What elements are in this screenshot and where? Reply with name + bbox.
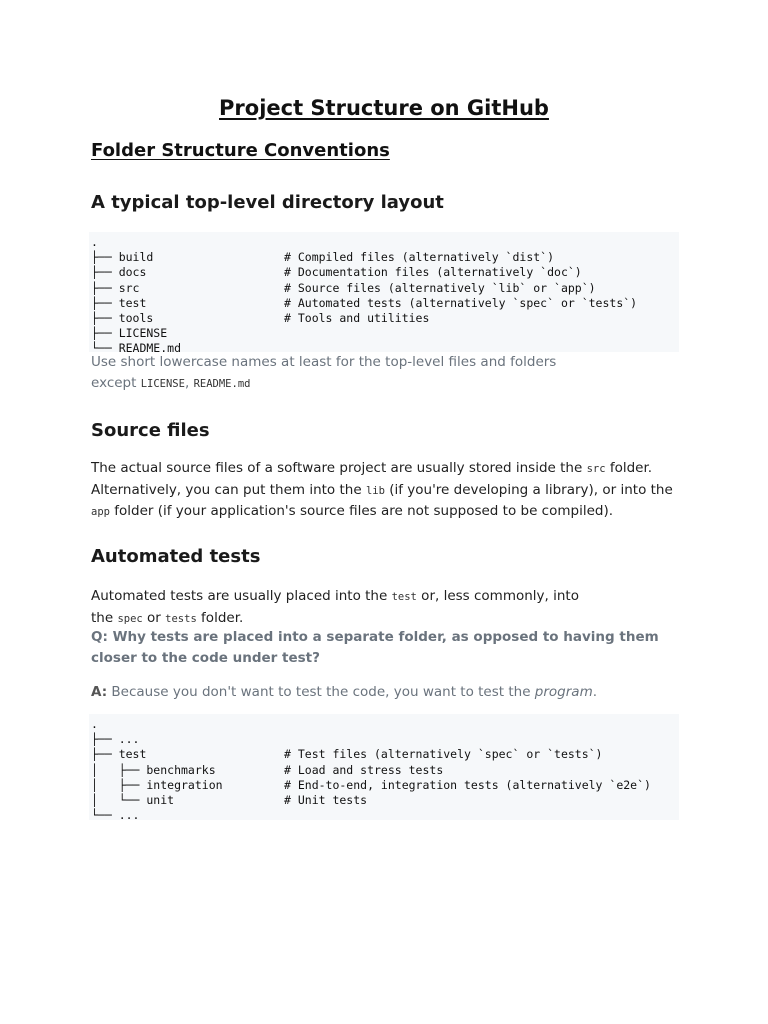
inline-code: tests <box>165 612 197 625</box>
inline-code: spec <box>117 612 143 625</box>
tree-line: ├── LICENSE <box>91 326 168 341</box>
test-tree-code-block <box>89 714 679 823</box>
tree-line: │ └── unit # Unit tests <box>91 792 368 807</box>
tree-line: ├── tools # Tools and utilities <box>91 310 430 325</box>
inline-code: lib <box>365 484 385 497</box>
tree-line: ├── build # Compiled files (alternatively `dist`) <box>91 250 555 265</box>
inline-code: app <box>91 506 110 518</box>
source-files-heading: Source files <box>91 420 210 441</box>
tree-line: ├── ... <box>91 732 140 747</box>
tree-line: . <box>91 717 98 731</box>
tree-line: ├── test # Test files (alternatively `spec` or `tests`) <box>91 747 603 762</box>
tree-line: ├── test # Automated tests (alternatively `spec` or `tests`) <box>91 295 638 310</box>
tree-line: │ ├── benchmarks # Load and stress tests <box>91 762 444 777</box>
naming-note: Use short lowercase names at least for the top-level files and folders except LICENSE, README.md <box>91 354 557 391</box>
inline-code: README.md <box>193 378 251 390</box>
answer-text: A: Because you don't want to test the code, you want to test the program. <box>91 684 598 700</box>
tree-line: ├── src # Source files (alternatively `lib` or `app`) <box>91 280 596 295</box>
inline-code: src <box>586 463 606 475</box>
tree-line: └── README.md <box>91 341 182 356</box>
layout-heading: A typical top-level directory layout <box>91 192 444 213</box>
tree-line: └── ... <box>91 808 140 823</box>
tree-line: ├── docs # Documentation files (alternatively `doc`) <box>91 265 582 280</box>
question-text: Q: Why tests are placed into a separate folder, as opposed to having them closer to the code under test? <box>91 629 659 666</box>
directory-tree-code-block <box>89 232 679 356</box>
page-title: Project Structure on GitHub <box>219 96 549 120</box>
tree-line: . <box>91 235 98 249</box>
automated-tests-paragraph: Automated tests are usually placed into the test or, less commonly, into the spec or tests folder. <box>91 588 579 626</box>
section-heading: Folder Structure Conventions <box>91 140 390 161</box>
inline-code: test <box>391 591 417 603</box>
automated-tests-heading: Automated tests <box>91 546 261 567</box>
source-files-paragraph: The actual source files of a software project are usually stored inside the src folder. Alternatively, you can put them into the lib (if you're developing a library), or into the app folder (if your application's source files are not supposed to be compiled). <box>91 460 673 519</box>
tree-line: │ ├── integration # End-to-end, integration tests (alternatively `e2e`) <box>91 777 651 792</box>
inline-code: LICENSE <box>140 378 185 390</box>
